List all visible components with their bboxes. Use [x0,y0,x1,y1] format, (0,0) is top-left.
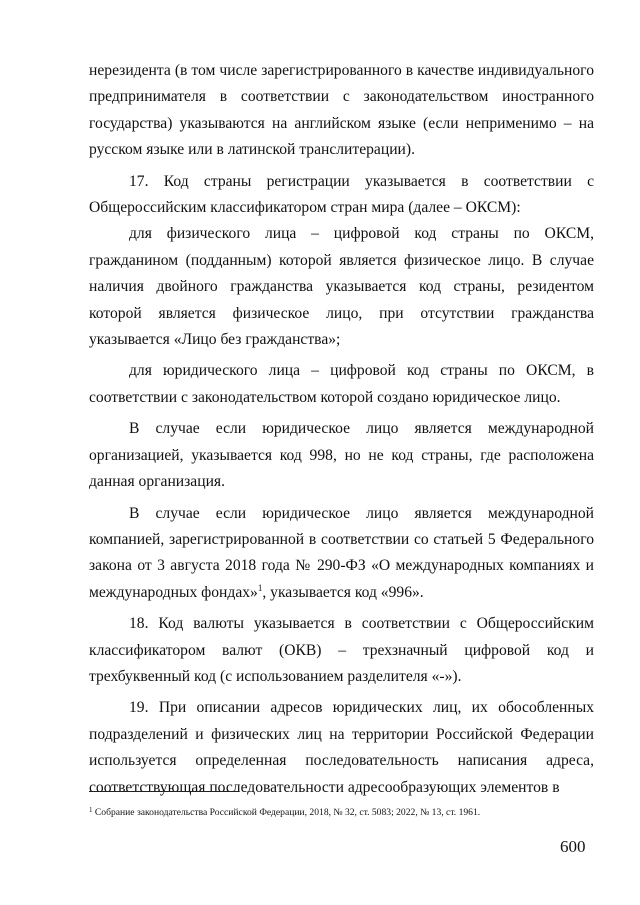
paragraph-individual: для физического лица – цифровой код страны по ОКСМ, гражданином (подданным) которой является физическое лицо. В случае наличия двойного гражданства указывается код страны, резидентом которой является физическое лицо, при отсутствии гражданства указывается «Лицо без гражданства»; [89,225,594,349]
paragraph-item-18: 18. Код валюты указывается в соответствии с Общероссийским классификатором валют (ОКВ) – трехзначный цифровой код и трехбуквенный код (с использованием разделителя «-»). [89,615,594,685]
paragraph-item-17: 17. Код страны регистрации указывается в соответствии с Общероссийским классификатором стран мира (далее – ОКСМ): [89,172,594,217]
paragraph-international-company-tail: , указывается код «996». [262,583,424,601]
paragraph-legal-entity: для юридического лица – цифровой код страны по ОКСМ, в соответствии с законодательством которой создано юридическое лицо. [89,362,594,406]
footnote [89,806,599,819]
footnote-divider [89,791,239,792]
paragraph-international-org: В случае если юридическое лицо является международной организацией, указывается код 998, но не код страны, где расположена данная организация. [89,420,594,491]
paragraph-international-company [89,501,594,607]
paragraph-continuation: нерезидента (в том числе зарегистрированного в качестве индивидуального предпринимателя в соответствии с законодательством иностранного государства) указываются на английском языке (если неприменимо – на русском языке или в латинской транслитерации). [89,62,594,159]
footnote-marker: 1 [89,806,93,814]
page-number: 600 [560,837,586,856]
footnote-reference: 1 [257,582,263,593]
paragraph-international-company-text: В случае если юридическое лицо является международной компанией, зарегистрированной в соответствии со статьей 5 Федерального закона от 3 августа 2018 года № 290-ФЗ «О международных компаниях и международных фондах» [89,504,594,601]
body-text [89,58,594,801]
paragraph-item-19: 19. При описании адресов юридических лиц, их обособленных подразделений и физических лиц на территории Российской Федерации используется определенная последовательность написания адреса, соответствующая последовательности адресообразующих элементов в [89,699,594,796]
footnote-text: Собрание законодательства Российской Федерации, 2018, № 32, ст. 5083; 2022, № 13, ст. 1961. [92,807,481,818]
